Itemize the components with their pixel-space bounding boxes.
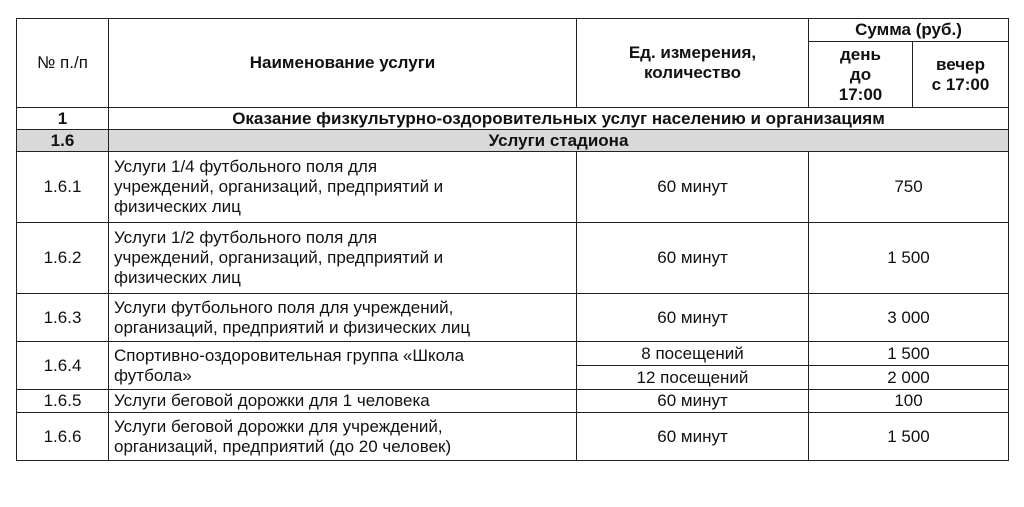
row-name [109,152,577,223]
row-name-line: футбола» [114,365,192,385]
table-row [17,342,1009,366]
section-row [17,108,1009,130]
row-name-line: Спортивно-оздоровительная группа «Школа [114,345,465,365]
header-day-line3: 17:00 [838,84,883,104]
price-table [16,18,1009,461]
table-row [17,294,1009,342]
header-unit [577,19,809,108]
header-evening-line1: вечер [936,54,985,74]
row-num: 1.6.4 [17,342,109,390]
row-num: 1.6.5 [17,390,109,413]
row-name-line: организаций, предприятий (до 20 человек) [114,436,452,456]
row-unit: 60 минут [577,152,809,223]
subsection-title: Услуги стадиона [109,130,1009,152]
row-num: 1.6.3 [17,294,109,342]
row-price: 1 500 [809,342,1009,366]
row-name-line: Услуги футбольного поля для учреждений, [114,297,454,317]
table-row [17,152,1009,223]
row-name-line: учреждений, организаций, предприятий и [114,248,444,267]
row-name [109,223,577,294]
header-day-line1: день [840,44,881,64]
row-name-line: Услуги беговой дорожки для учреждений, [114,416,443,436]
header-name [109,19,577,108]
table-row [17,223,1009,294]
row-unit: 60 минут [577,223,809,294]
row-price: 1 500 [809,413,1009,461]
subsection-num: 1.6 [17,130,109,152]
header-day-line2: до [849,64,872,84]
subsection-row [17,130,1009,152]
table-row [17,390,1009,413]
row-name [109,390,577,413]
row-unit: 60 минут [577,413,809,461]
row-name-line: Услуги 1/4 футбольного поля для [114,157,378,176]
header-unit-line1: Ед. измерения, [628,43,757,62]
row-price: 100 [809,390,1009,413]
header-unit-line2: количество [644,63,741,82]
row-num: 1.6.1 [17,152,109,223]
row-num: 1.6.2 [17,223,109,294]
row-name [109,413,577,461]
row-name-line: Услуги 1/2 футбольного поля для [114,228,378,247]
table-row [17,413,1009,461]
row-name [109,342,577,390]
header-num: № п./п [17,19,109,108]
row-price: 3 000 [809,294,1009,342]
row-unit: 12 посещений [577,366,809,390]
header-name-text: Наименование услуги [249,53,436,72]
row-price: 750 [809,152,1009,223]
row-name-line: Услуги беговой дорожки для 1 человека [114,391,430,410]
row-name [109,294,577,342]
row-name-line: физических лиц [114,197,241,216]
header-sum: Сумма (руб.) [809,19,1009,42]
row-unit: 60 минут [577,390,809,413]
header-day [809,42,913,108]
row-price: 1 500 [809,223,1009,294]
header-evening-line2: с 17:00 [931,74,990,94]
section-title: Оказание физкультурно-оздоровительных услуг населению и организациям [109,108,1009,130]
row-price: 2 000 [809,366,1009,390]
section-num: 1 [17,108,109,130]
row-unit: 8 посещений [577,342,809,366]
row-num: 1.6.6 [17,413,109,461]
header-evening [913,42,1009,108]
header-row [17,19,1009,42]
row-name-line: учреждений, организаций, предприятий и [114,177,444,196]
row-name-line: физических лиц [114,268,241,287]
row-name-line: организаций, предприятий и физических лиц [114,317,471,337]
row-unit: 60 минут [577,294,809,342]
